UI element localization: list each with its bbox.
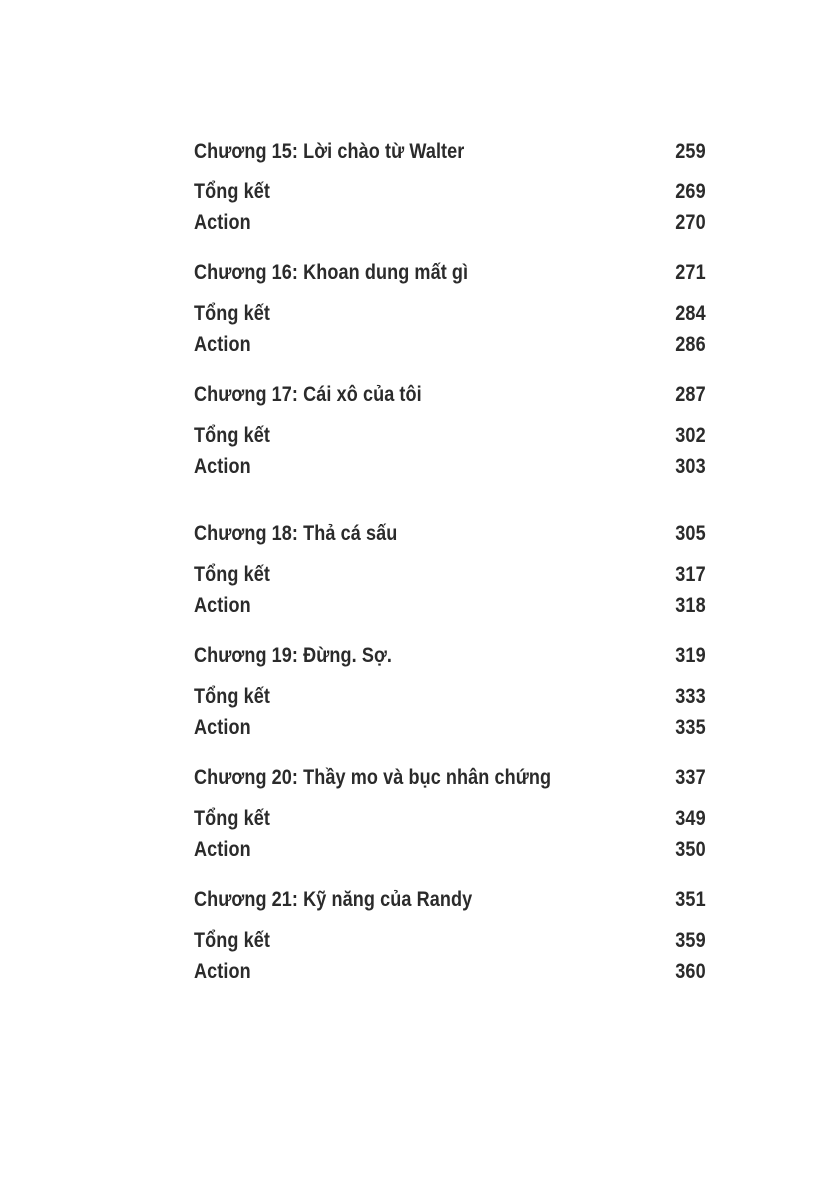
page-number: 319 xyxy=(675,644,706,667)
action-label: Action xyxy=(194,333,251,356)
page-number: 360 xyxy=(675,960,706,983)
chapter-17-entry xyxy=(194,380,706,410)
chapter-16-summary-entry xyxy=(194,299,706,329)
chapter-19-summary-entry xyxy=(194,682,706,712)
chapter-16-action-entry xyxy=(194,330,706,360)
page-number: 271 xyxy=(675,261,706,284)
chapter-15-action-entry xyxy=(194,208,706,238)
summary-label: Tổng kết xyxy=(194,563,270,586)
chapter-15-entry xyxy=(194,137,706,167)
summary-label: Tổng kết xyxy=(194,424,270,447)
page-number: 359 xyxy=(675,929,706,952)
table-of-contents xyxy=(194,0,706,1196)
page-number: 318 xyxy=(675,594,706,617)
action-label: Action xyxy=(194,838,251,861)
chapter-19-entry xyxy=(194,641,706,671)
action-label: Action xyxy=(194,960,251,983)
chapter-21-action-entry xyxy=(194,957,706,987)
chapter-20-entry xyxy=(194,763,706,793)
chapter-title: Chương 21: Kỹ năng của Randy xyxy=(194,888,473,911)
summary-label: Tổng kết xyxy=(194,180,270,203)
chapter-16-entry xyxy=(194,258,706,288)
action-label: Action xyxy=(194,211,251,234)
page-number: 337 xyxy=(675,766,706,789)
chapter-18-action-entry xyxy=(194,591,706,621)
page-number: 287 xyxy=(675,383,706,406)
chapter-17-action-entry xyxy=(194,452,706,482)
chapter-21-entry xyxy=(194,885,706,915)
summary-label: Tổng kết xyxy=(194,302,270,325)
chapter-19-action-entry xyxy=(194,713,706,743)
chapter-title: Chương 18: Thả cá sấu xyxy=(194,522,398,545)
chapter-21-summary-entry xyxy=(194,926,706,956)
chapter-18-entry xyxy=(194,519,706,549)
page-number: 351 xyxy=(675,888,706,911)
page-number: 284 xyxy=(675,302,706,325)
page-number: 333 xyxy=(675,685,706,708)
page-number: 269 xyxy=(675,180,706,203)
page-number: 259 xyxy=(675,140,706,163)
page-number: 302 xyxy=(675,424,706,447)
page-number: 349 xyxy=(675,807,706,830)
page-number: 335 xyxy=(675,716,706,739)
chapter-20-action-entry xyxy=(194,835,706,865)
chapter-15-summary-entry xyxy=(194,177,706,207)
summary-label: Tổng kết xyxy=(194,807,270,830)
chapter-title: Chương 16: Khoan dung mất gì xyxy=(194,261,469,284)
page-number: 286 xyxy=(675,333,706,356)
chapter-17-summary-entry xyxy=(194,421,706,451)
chapter-title: Chương 19: Đừng. Sợ. xyxy=(194,644,393,667)
chapter-title: Chương 17: Cái xô của tôi xyxy=(194,383,422,406)
action-label: Action xyxy=(194,716,251,739)
summary-label: Tổng kết xyxy=(194,929,270,952)
summary-label: Tổng kết xyxy=(194,685,270,708)
chapter-title: Chương 20: Thầy mo và bục nhân chứng xyxy=(194,766,552,789)
action-label: Action xyxy=(194,455,251,478)
chapter-20-summary-entry xyxy=(194,804,706,834)
chapter-18-summary-entry xyxy=(194,560,706,590)
page-number: 270 xyxy=(675,211,706,234)
page-number: 303 xyxy=(675,455,706,478)
page-number: 305 xyxy=(675,522,706,545)
action-label: Action xyxy=(194,594,251,617)
chapter-title: Chương 15: Lời chào từ Walter xyxy=(194,140,465,163)
page-number: 350 xyxy=(675,838,706,861)
page-number: 317 xyxy=(675,563,706,586)
